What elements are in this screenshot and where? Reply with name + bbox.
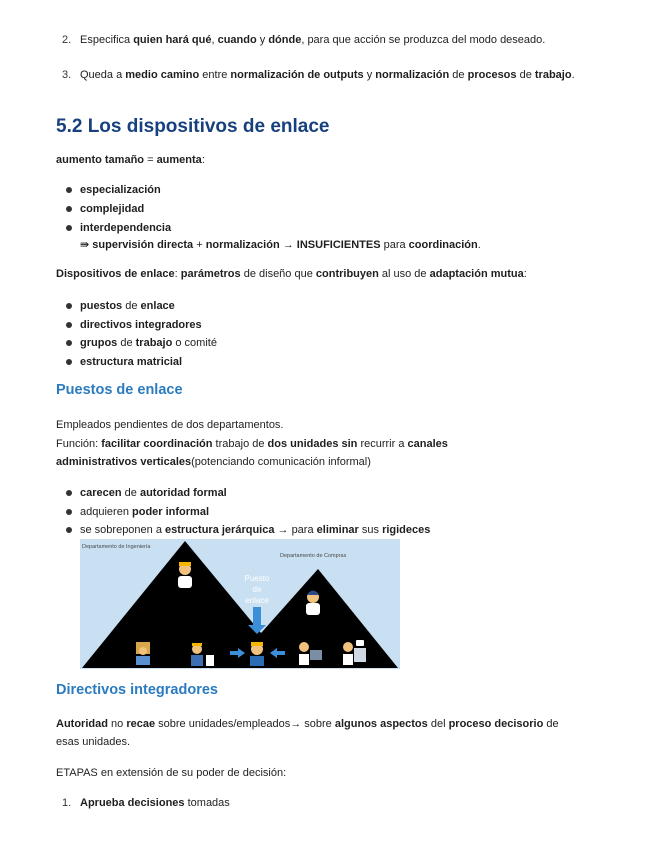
text: de diseño que	[240, 268, 316, 280]
bold-text: poder informal	[132, 506, 210, 518]
text: de	[449, 69, 468, 81]
bold-text: carecen	[80, 487, 122, 499]
aumento-bullet-2: complejidad	[80, 203, 145, 215]
bold-text: Aprueba decisiones	[80, 797, 185, 809]
text: sobre unidades/empleados→ sobre	[155, 718, 335, 730]
bold-text: grupos	[80, 337, 118, 349]
bullet-dot	[66, 322, 72, 328]
etapas-paragraph: ETAPAS en extensión de su poder de decisión:	[56, 767, 287, 779]
text: , para que acción se produzca del modo deseado.	[301, 34, 546, 46]
puestos-bullet-1	[80, 484, 620, 502]
ol-number: 1.	[62, 797, 72, 809]
text: entre	[199, 69, 231, 81]
text: :	[174, 268, 181, 280]
bold-text: quien hará qué	[133, 34, 212, 46]
text: de	[117, 337, 136, 349]
bullet-dot	[66, 303, 72, 309]
bold-text: proceso decisorio	[448, 718, 544, 730]
text: sus	[358, 524, 383, 536]
bold-text: algunos aspectos	[334, 718, 428, 730]
bold-text: Dispositivos de enlace	[56, 268, 175, 280]
text: +	[193, 239, 206, 251]
puestos-paragraph-2	[56, 435, 526, 471]
text: Función:	[56, 438, 102, 450]
text: para	[380, 239, 409, 251]
puestos-bullet-2	[80, 503, 620, 521]
text: de	[122, 300, 141, 312]
dispositivos-bullet-2	[80, 316, 620, 334]
text: al uso de	[378, 268, 430, 280]
aumento-line	[56, 151, 606, 169]
text: .	[477, 239, 481, 251]
bold-text: directivos integradores	[80, 319, 202, 331]
aumento-bullet-1: especialización	[80, 184, 161, 196]
right-department-label: Departamento de Compras	[280, 553, 347, 559]
bold-text: ⇛ supervisión directa	[80, 239, 194, 251]
text: se sobreponen a	[80, 524, 166, 536]
bold-text: estructura matricial	[80, 356, 183, 368]
bullet-dot	[66, 359, 72, 365]
text: :	[523, 268, 527, 280]
left-department-label: Departamento de Ingeniería	[82, 544, 151, 550]
center-label-line-3: enlace	[245, 596, 269, 605]
bullet-dot	[66, 527, 72, 533]
bold-text: rigideces	[382, 524, 431, 536]
bullet-dot	[66, 340, 72, 346]
bold-text: autoridad formal	[139, 487, 227, 499]
bold-text: INSUFICIENTES	[296, 239, 381, 251]
text: del	[427, 718, 449, 730]
center-label-line-2: de	[252, 585, 262, 594]
bold-text: normalización	[205, 239, 280, 251]
bold-text: dónde	[268, 34, 302, 46]
aumento-bullet-3: interdependencia	[80, 222, 172, 234]
bold-text: coordinación	[408, 239, 478, 251]
text: ,	[211, 34, 218, 46]
bullet-dot	[66, 225, 72, 231]
section-heading-puestos: Puestos de enlace	[56, 382, 183, 398]
text: o comité	[172, 337, 217, 349]
text: .	[571, 69, 575, 81]
bold-text: parámetros	[180, 268, 241, 280]
arrow-line	[80, 236, 481, 254]
bold-text: contribuyen	[315, 268, 379, 280]
text: =	[144, 154, 157, 166]
text: de	[121, 487, 140, 499]
bold-text: medio camino	[125, 69, 200, 81]
bullet-dot	[66, 187, 72, 193]
text: (potenciando comunicación informal)	[191, 456, 371, 468]
text: recurrir a	[357, 438, 408, 450]
center-label-line-1: Puesto	[244, 574, 270, 583]
bold-text: canales administrativos verticales	[56, 438, 448, 468]
text: tomadas	[184, 797, 230, 809]
bold-text: puestos	[80, 300, 123, 312]
bullet-dot	[66, 206, 72, 212]
section-heading-5-2: 5.2 Los dispositivos de enlace	[56, 116, 330, 137]
text: :	[201, 154, 205, 166]
puestos-paragraph-1: Empleados pendientes de dos departamentos.	[56, 419, 284, 431]
bold-text: procesos	[467, 69, 517, 81]
directivos-paragraph	[56, 715, 566, 751]
text: adquieren	[80, 506, 132, 518]
bold-text: cuando	[217, 34, 257, 46]
bold-text: eliminar	[316, 524, 359, 536]
ol-number: 3.	[62, 69, 72, 81]
text: Especifica	[80, 34, 134, 46]
puestos-bullet-3	[80, 521, 620, 539]
ol-item-3	[80, 67, 600, 84]
text: → para	[274, 524, 317, 536]
ol-item-2	[80, 32, 600, 49]
bold-text: enlace	[140, 300, 175, 312]
bold-text: trabajo	[534, 69, 572, 81]
bold-text: facilitar coordinación	[101, 438, 213, 450]
text: →	[279, 239, 297, 251]
text: trabajo de	[212, 438, 268, 450]
etapas-item-1	[80, 795, 600, 812]
section-heading-directivos: Directivos integradores	[56, 682, 218, 698]
dispositivos-bullet-4	[80, 353, 620, 371]
bold-text: estructura jerárquica	[165, 524, 275, 536]
text: no	[107, 718, 127, 730]
bullet-dot	[66, 509, 72, 515]
bold-text: recae	[126, 718, 156, 730]
bullet-dot	[66, 490, 72, 496]
text: Queda a	[80, 69, 126, 81]
text: y	[363, 69, 376, 81]
bold-text: adaptación mutua	[429, 268, 524, 280]
bold-text: trabajo	[135, 337, 173, 349]
text: de esas unidades.	[56, 718, 559, 748]
bold-text: aumenta	[156, 154, 202, 166]
dispositivos-bullet-1	[80, 297, 620, 315]
text: de	[516, 69, 535, 81]
puesto-enlace-diagram	[80, 539, 400, 669]
bold-text: normalización	[375, 69, 450, 81]
dispositivos-bullet-3	[80, 334, 620, 352]
bold-text: aumento tamaño	[56, 154, 145, 166]
bold-text: dos unidades sin	[267, 438, 358, 450]
bold-text: Autoridad	[56, 718, 108, 730]
text: y	[256, 34, 269, 46]
worker-icon-1	[136, 642, 150, 665]
ol-number: 2.	[62, 34, 72, 46]
dispositivos-line	[56, 265, 606, 283]
bold-text: normalización de outputs	[230, 69, 364, 81]
